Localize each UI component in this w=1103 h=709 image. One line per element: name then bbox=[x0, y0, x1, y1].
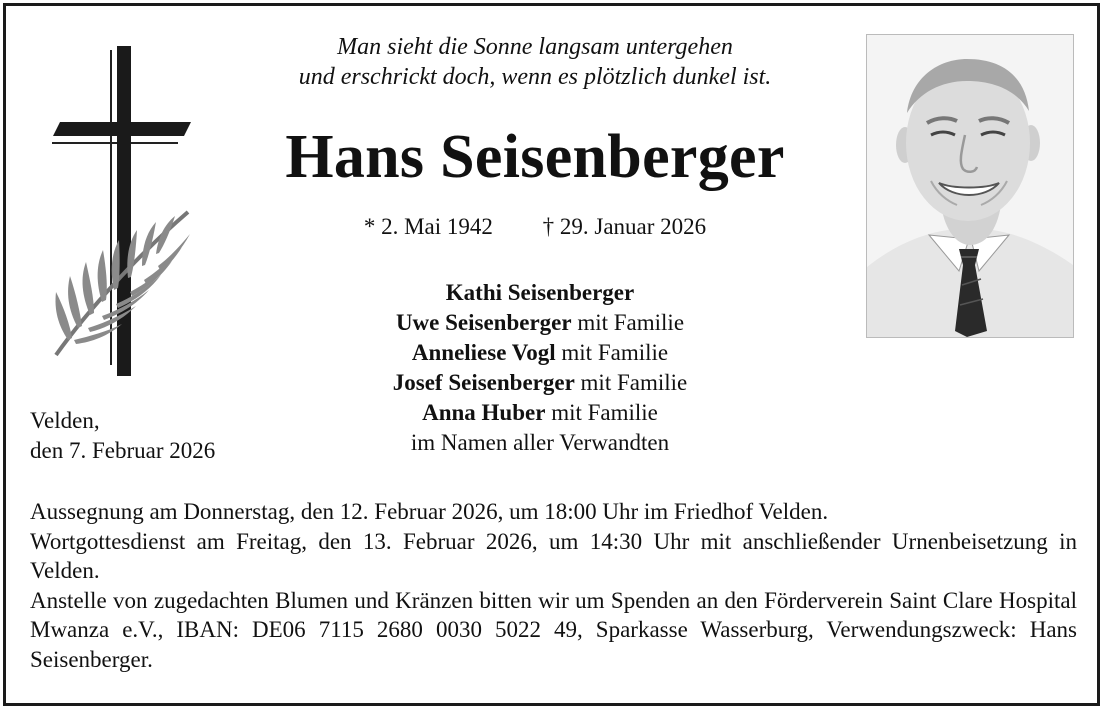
mourners-list bbox=[310, 278, 770, 458]
portrait-photo bbox=[866, 34, 1074, 338]
birth-date: * 2. Mai 1942 bbox=[363, 214, 493, 239]
mourner-name: Anna Huber bbox=[422, 400, 546, 425]
mourner-line bbox=[310, 278, 770, 308]
mourner-line bbox=[310, 398, 770, 428]
mourner-name: Anneliese Vogl bbox=[411, 340, 556, 365]
notice-blessing: Aussegnung am Donnerstag, den 12. Februar 2026, um 18:00 Uhr im Friedhof Velden. bbox=[30, 499, 829, 524]
place-and-date bbox=[30, 406, 215, 466]
mourner-line bbox=[310, 338, 770, 368]
cross-with-palm-icon bbox=[48, 40, 198, 385]
mourner-name: Josef Seisenberger bbox=[392, 370, 575, 395]
deceased-name: Hans Seisenberger bbox=[285, 123, 785, 191]
notice-service: Wortgottesdienst am Freitag, den 13. Februar 2026, um 14:30 Uhr mit anschließender Urnenbeisetzung in Velden. bbox=[30, 528, 1077, 583]
death-date: † 29. Januar 2026 bbox=[542, 214, 707, 239]
service-notices bbox=[30, 497, 1077, 674]
mourner-name: Kathi Seisenberger bbox=[445, 280, 635, 305]
quote-line-2: und erschrickt doch, wenn es plötzlich dunkel ist. bbox=[298, 64, 772, 90]
mourner-suffix: mit Familie bbox=[574, 370, 688, 395]
quote-line-1: Man sieht die Sonne langsam untergehen bbox=[337, 34, 733, 60]
place-line: Velden, bbox=[30, 408, 100, 433]
life-dates bbox=[230, 212, 840, 242]
mourner-suffix: mit Familie bbox=[571, 310, 685, 335]
mourner-line bbox=[310, 308, 770, 338]
notice-date: den 7. Februar 2026 bbox=[30, 438, 216, 463]
mourners-closing: im Namen aller Verwandten bbox=[410, 430, 670, 455]
notice-donation: Anstelle von zugedachten Blumen und Kränzen bitten wir um Spenden an den Förderverein Saint Clare Hospital Mwanza e.V., IBAN: DE06 7115 2680 0030 5022 49, Sparkasse Wasserburg, Verwendungszweck: Hans Seisenberger. bbox=[30, 587, 1077, 672]
mourner-name: Uwe Seisenberger bbox=[395, 310, 572, 335]
mourner-suffix: mit Familie bbox=[545, 400, 658, 425]
mourner-line bbox=[310, 368, 770, 398]
mourner-suffix: mit Familie bbox=[555, 340, 669, 365]
memorial-quote bbox=[230, 32, 840, 92]
